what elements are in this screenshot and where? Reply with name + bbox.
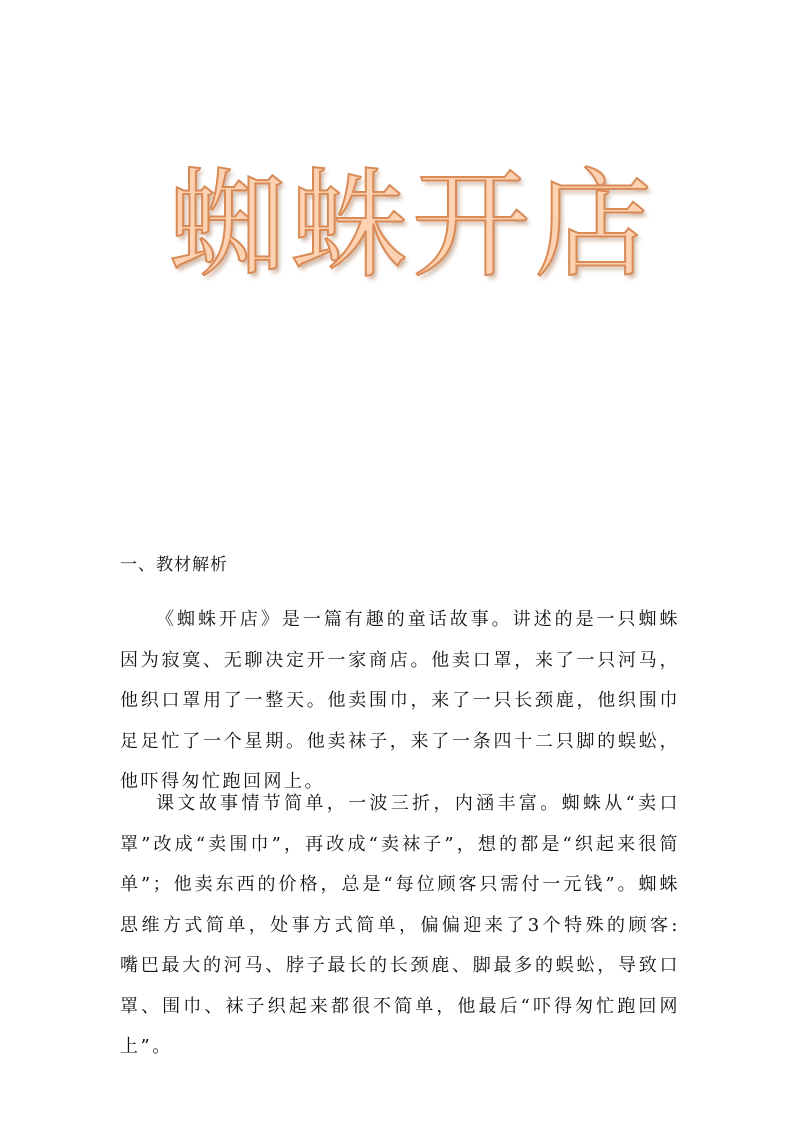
- document-title: 蜘蛛开店: [167, 156, 656, 294]
- section-heading: 一、教材解析: [120, 555, 228, 575]
- paragraph-1: 《蜘蛛开店》是一篇有趣的童话故事。讲述的是一只蜘蛛因为寂寞、无聊决定开一家商店。他卖口罩，来了一只河马，他织口罩用了一整天。他卖围巾，来了一只长颈鹿，他织围巾足足忙了一个星期。他卖袜子，来了一条四十二只脚的蜈蚣，他吓得匆忙跑回网上。: [120, 609, 680, 792]
- paragraph-2: 课文故事情节简单，一波三折，内涵丰富。蜘蛛从“卖口罩”改成“卖围巾”，再改成“卖袜子”，想的都是“织起来很简单”；他卖东西的价格，总是“每位顾客只需付一元钱”。蜘蛛思维方式简单，处事方式简单，偏偏迎来了3个特殊的顾客: 嘴巴最大的河马、脖子最长的长颈鹿、脚最多的蜈蚣，导致口罩、围巾、袜子织起来都很不简单，他最后“吓得匆忙跑回网上”。: [120, 793, 680, 1057]
